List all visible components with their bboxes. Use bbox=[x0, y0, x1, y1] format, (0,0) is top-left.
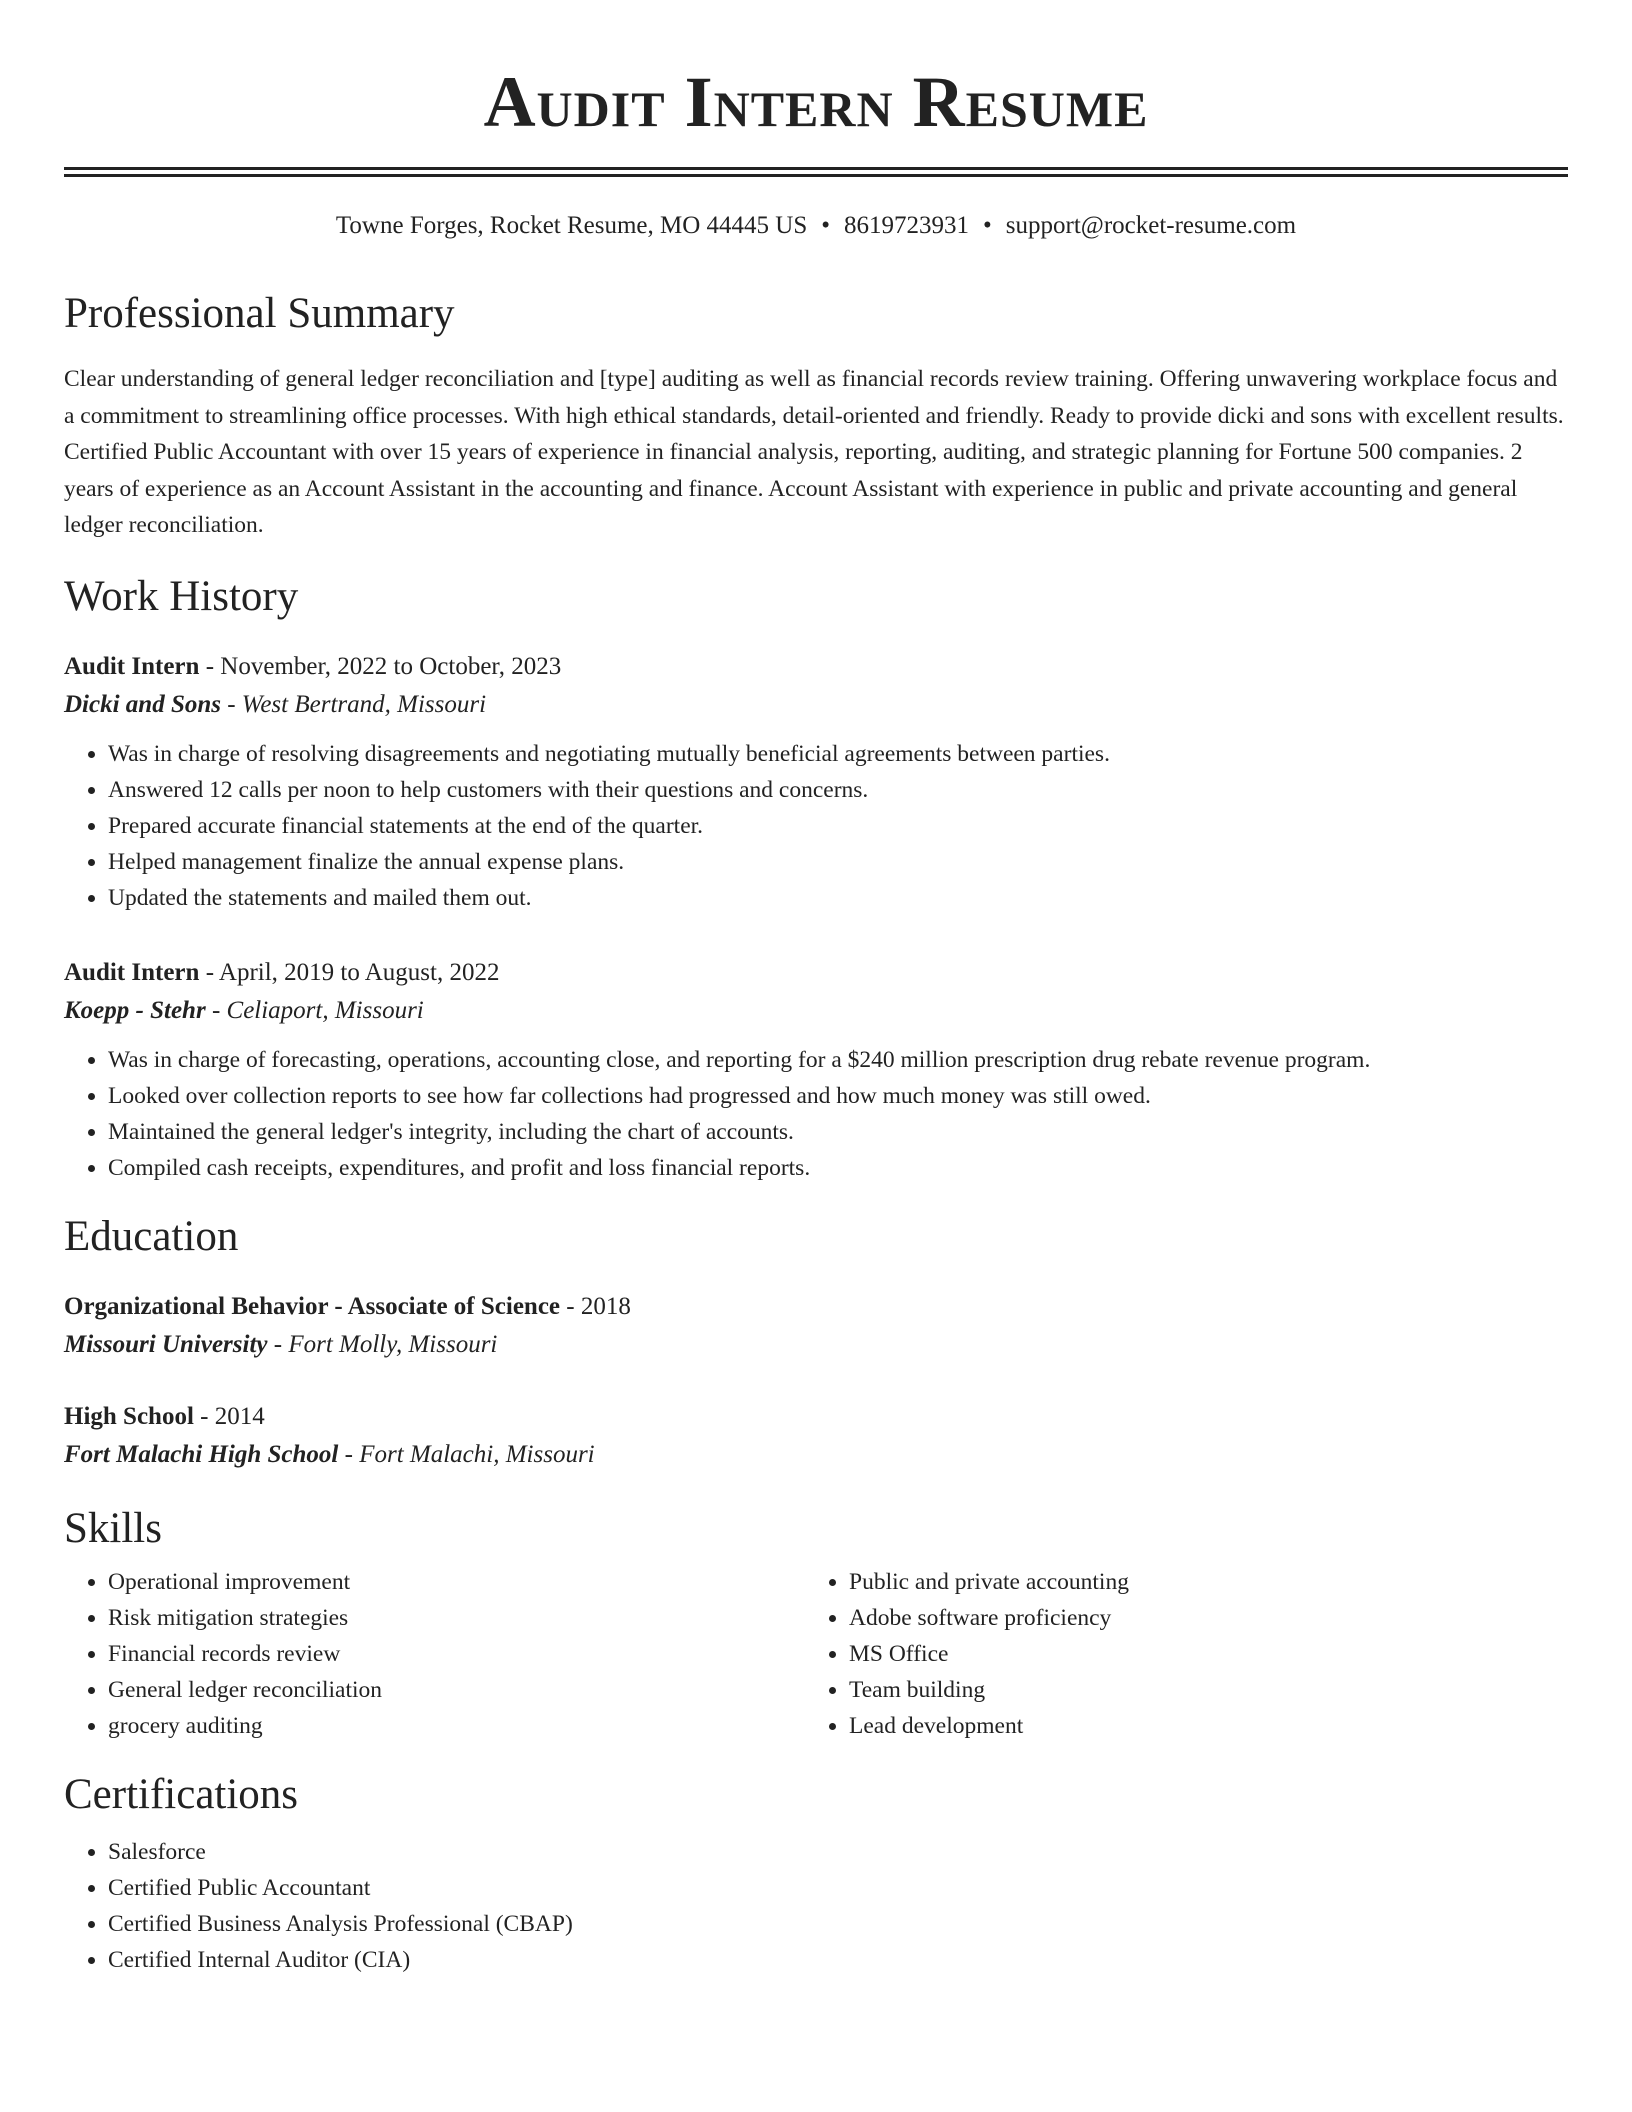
contact-separator: • bbox=[983, 212, 992, 239]
job-title-line bbox=[64, 954, 1568, 992]
education-entry bbox=[64, 1398, 1568, 1474]
job-bullets bbox=[64, 736, 1568, 916]
contact-phone: 8619723931 bbox=[844, 212, 970, 239]
job-company-line bbox=[64, 686, 1568, 724]
certification-item: • Certified Public Accountant bbox=[108, 1870, 1568, 1906]
job-company-line bbox=[64, 992, 1568, 1030]
job-location: - West Bertrand, Missouri bbox=[220, 690, 487, 718]
certifications-list bbox=[64, 1834, 1568, 1978]
certifications-heading: Certifications bbox=[64, 1770, 299, 1818]
certification-item: • Certified Internal Auditor (CIA) bbox=[108, 1942, 1568, 1978]
education-heading: Education bbox=[64, 1212, 239, 1260]
education-school: Missouri University bbox=[64, 1330, 268, 1358]
contact-separator: • bbox=[821, 212, 831, 239]
job-company: Koepp - Stehr bbox=[64, 996, 206, 1024]
summary-text: Clear understanding of general ledger reconciliation and [type] auditing as well as financial records review training. Offering unwavering workplace focus and a commitment to streamlining office processes. With high ethical standards, detail-oriented and friendly. Ready to provide dicki and sons with excellent results. Certified Public Accountant with over 15 years of experience in financial analysis, reporting, auditing, and strategic planning for Fortune 500 companies. 2 years of experience as an Account Assistant in the accounting and finance. Account Assistant with experience in public and private accounting and general ledger reconciliation. bbox=[64, 366, 1564, 538]
certification-item: • Salesforce bbox=[108, 1834, 1568, 1870]
work-history-heading: Work History bbox=[64, 572, 299, 620]
job-entry bbox=[64, 648, 1568, 916]
job-dates: - April, 2019 to August, 2022 bbox=[199, 958, 500, 986]
job-bullet: • Updated the statements and mailed them out. bbox=[108, 880, 1568, 916]
job-bullets bbox=[64, 1042, 1568, 1186]
education-year: - 2018 bbox=[560, 1292, 631, 1320]
education-degree: Organizational Behavior - Associate of Science bbox=[64, 1292, 561, 1320]
job-bullet: • Prepared accurate financial statements at the end of the quarter. bbox=[108, 808, 1568, 844]
skills-left-list bbox=[64, 1564, 805, 1744]
skill-item: • Risk mitigation strategies bbox=[108, 1600, 805, 1636]
job-bullet: • Answered 12 calls per noon to help customers with their questions and concerns. bbox=[108, 772, 1568, 808]
job-company: Dicki and Sons bbox=[64, 690, 221, 718]
job-bullet: • Looked over collection reports to see how far collections had progressed and how much money was still owed. bbox=[108, 1078, 1568, 1114]
resume-title: Audit Intern Resume bbox=[483, 62, 1149, 142]
skills-right-list bbox=[805, 1564, 1546, 1744]
title-divider bbox=[64, 167, 1568, 177]
education-degree-line bbox=[64, 1398, 1568, 1436]
job-dates: - November, 2022 to October, 2023 bbox=[199, 652, 562, 680]
skill-item: • Team building bbox=[849, 1672, 1546, 1708]
summary-heading: Professional Summary bbox=[64, 290, 455, 337]
job-bullet: • Was in charge of forecasting, operations, accounting close, and reporting for a $240 million prescription drug rebate revenue program. bbox=[108, 1042, 1568, 1078]
skills-columns bbox=[64, 1564, 1568, 1744]
skill-item: • Lead development bbox=[849, 1708, 1546, 1744]
skills-heading: Skills bbox=[64, 1504, 162, 1552]
job-title: Audit Intern bbox=[64, 958, 200, 986]
job-bullet: • Was in charge of resolving disagreements and negotiating mutually beneficial agreements between parties. bbox=[108, 736, 1568, 772]
contact-line bbox=[64, 211, 1568, 241]
job-title-line bbox=[64, 648, 1568, 686]
job-bullet: • Helped management finalize the annual expense plans. bbox=[108, 844, 1568, 880]
education-degree-line bbox=[64, 1288, 1568, 1326]
certification-item: • Certified Business Analysis Professional (CBAP) bbox=[108, 1906, 1568, 1942]
skill-item: • Operational improvement bbox=[108, 1564, 805, 1600]
skill-item: • Financial records review bbox=[108, 1636, 805, 1672]
education-location: - Fort Malachi, Missouri bbox=[338, 1440, 595, 1468]
education-entry bbox=[64, 1288, 1568, 1364]
contact-email: support@rocket-resume.com bbox=[1005, 212, 1297, 239]
skill-item: • MS Office bbox=[849, 1636, 1546, 1672]
education-location: - Fort Molly, Missouri bbox=[267, 1330, 498, 1358]
job-bullet: • Maintained the general ledger's integrity, including the chart of accounts. bbox=[108, 1114, 1568, 1150]
education-year: - 2014 bbox=[193, 1402, 265, 1430]
job-entry bbox=[64, 954, 1568, 1186]
skill-item: • grocery auditing bbox=[108, 1708, 805, 1744]
skill-item: • Public and private accounting bbox=[849, 1564, 1546, 1600]
education-degree: High School bbox=[64, 1402, 194, 1430]
job-title: Audit Intern bbox=[64, 652, 200, 680]
contact-address: Towne Forges, Rocket Resume, MO 44445 US bbox=[335, 212, 808, 239]
job-location: - Celiaport, Missouri bbox=[205, 996, 424, 1024]
education-school-line bbox=[64, 1326, 1568, 1364]
skill-item: • Adobe software proficiency bbox=[849, 1600, 1546, 1636]
skill-item: • General ledger reconciliation bbox=[108, 1672, 805, 1708]
job-bullet: • Compiled cash receipts, expenditures, and profit and loss financial reports. bbox=[108, 1150, 1568, 1186]
education-school: Fort Malachi High School bbox=[64, 1440, 339, 1468]
education-school-line bbox=[64, 1436, 1568, 1474]
